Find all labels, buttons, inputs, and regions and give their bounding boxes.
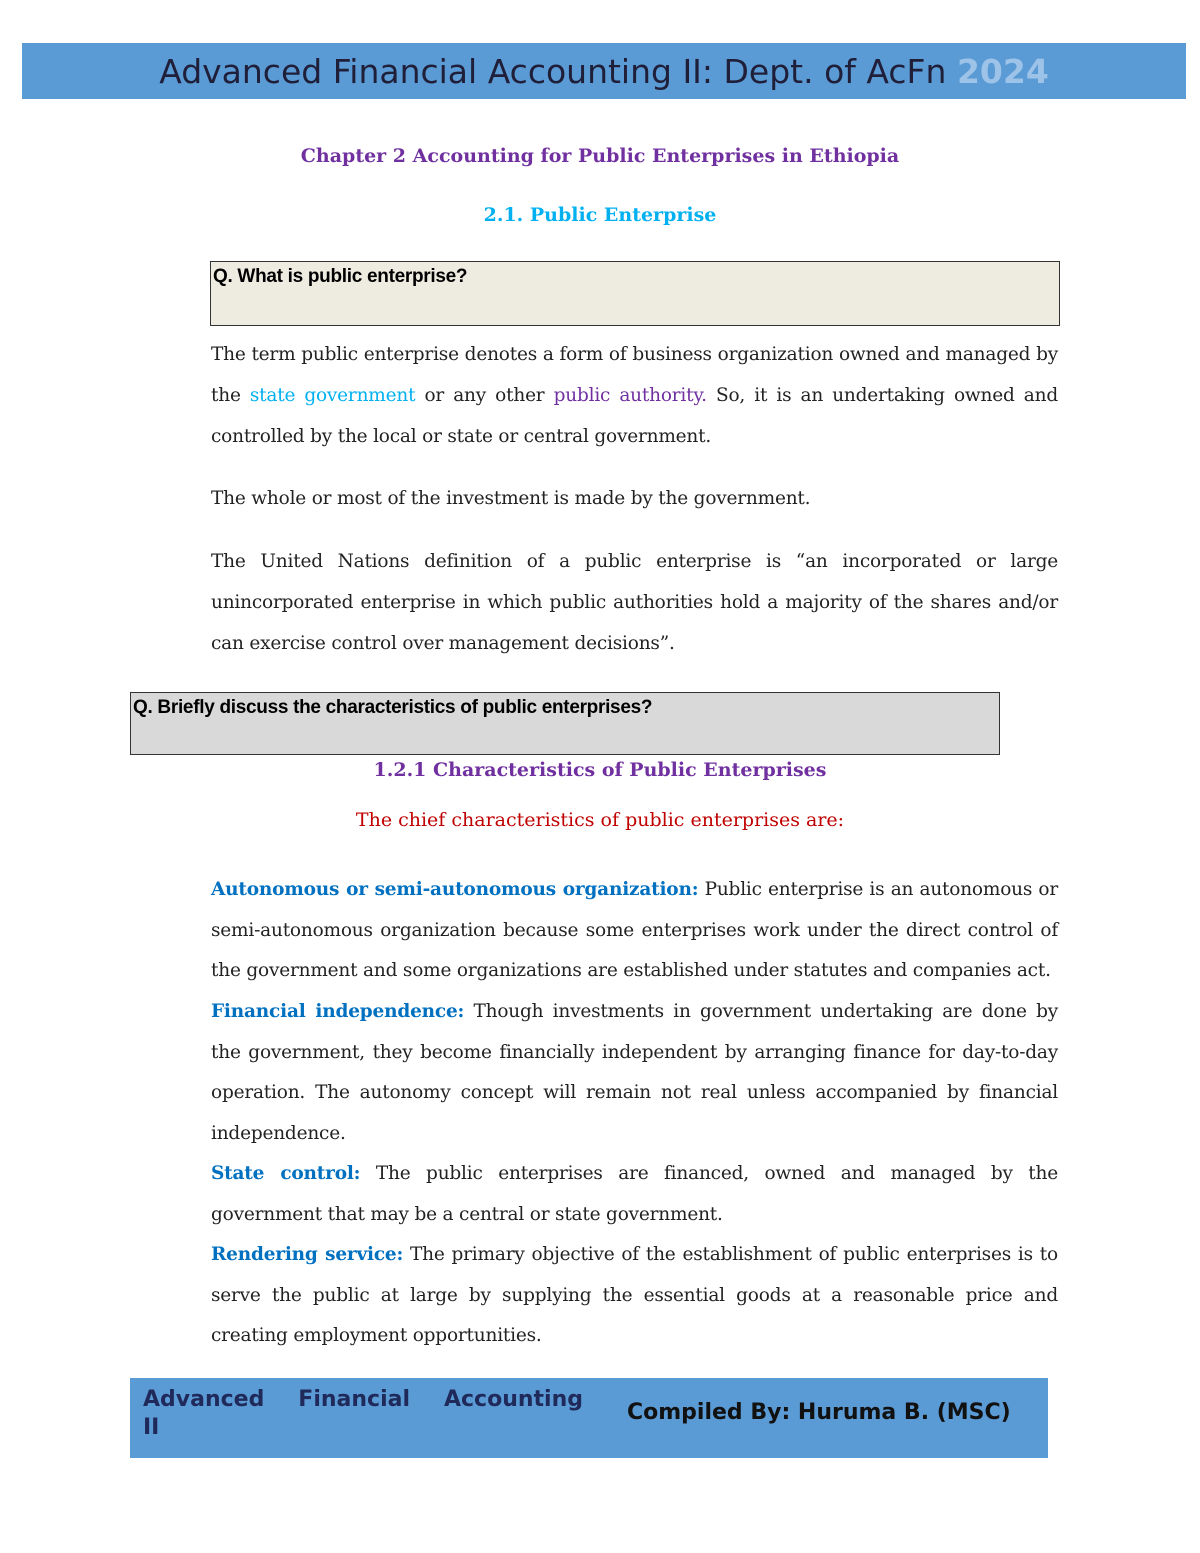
footer-bar: [130, 1378, 1048, 1458]
characteristic-term: Rendering service:: [211, 1244, 404, 1265]
header-year: 2024: [956, 52, 1049, 91]
footer-course-title-line2: II: [143, 1415, 160, 1440]
characteristic-term: State control:: [211, 1163, 361, 1184]
paragraph-un-definition: The United Nations definition of a public enterprise is “an incorporated or large unincorporated enterprise in which public authorities hold a majority of the shares and/or can exercise control over management decisions”.: [211, 551, 1058, 654]
subsection-title: 1.2.1 Characteristics of Public Enterprises: [373, 759, 827, 781]
characteristic-rendering-service: [211, 1235, 1058, 1357]
characteristic-term: Financial independence:: [211, 1001, 465, 1022]
characteristic-text: The primary objective of the establishment of public enterprises is to serve the public at large by supplying the essential goods at a reasonable price and creating employment opportunities.: [211, 1244, 1058, 1346]
question-2-text: Q. Briefly discuss the characteristics of public enterprises?: [133, 697, 653, 718]
chapter-title: Chapter 2 Accounting for Public Enterprises in Ethiopia: [300, 145, 900, 167]
question-box-1: [210, 261, 1060, 326]
characteristic-text: Public enterprise is an autonomous or semi-autonomous organization because some enterprises work under the direct control of the government and some organizations are established under statutes and companies act.: [211, 879, 1058, 981]
characteristic-text: The public enterprises are financed, owned and managed by the government that may be a central or state government.: [211, 1163, 1058, 1225]
header-title-text: Advanced Financial Accounting II: Dept. of AcFn: [159, 52, 947, 91]
header-bar: [22, 43, 1186, 99]
characteristic-autonomous: [211, 870, 1058, 992]
paragraph-1-after: So, it is an undertaking owned and controlled by the local or state or central government.: [211, 385, 1058, 447]
header-title: [22, 43, 1186, 99]
question-1-text: Q. What is public enterprise?: [213, 266, 468, 287]
paragraph-definition: [211, 334, 1058, 457]
characteristic-financial-independence: [211, 992, 1058, 1154]
footer-compiler: Compiled By: Huruma B. (MSC): [627, 1400, 1011, 1425]
paragraph-1-middle: or any other: [415, 385, 554, 406]
characteristic-text: Though investments in government undertaking are done by the government, they become financially independent by arranging finance for day-to-day operation. The autonomy concept will remain not real unless accompanied by financial independence.: [211, 1001, 1058, 1144]
question-box-2: [130, 692, 1000, 755]
public-authority-link[interactable]: public authority.: [553, 385, 707, 406]
paragraph-1-before: The term public enterprise denotes a form of business organization owned and managed by the: [211, 344, 1058, 406]
characteristics-intro: The chief characteristics of public enterprises are:: [355, 809, 845, 831]
paragraph-investment: The whole or most of the investment is made by the government.: [211, 488, 811, 509]
state-government-link[interactable]: state government: [249, 385, 416, 406]
characteristic-term: Autonomous or semi-autonomous organization:: [211, 879, 699, 900]
section-title: 2.1. Public Enterprise: [483, 204, 717, 226]
characteristic-state-control: [211, 1154, 1058, 1235]
footer-course-title: Advanced Financial Accounting: [143, 1387, 583, 1412]
